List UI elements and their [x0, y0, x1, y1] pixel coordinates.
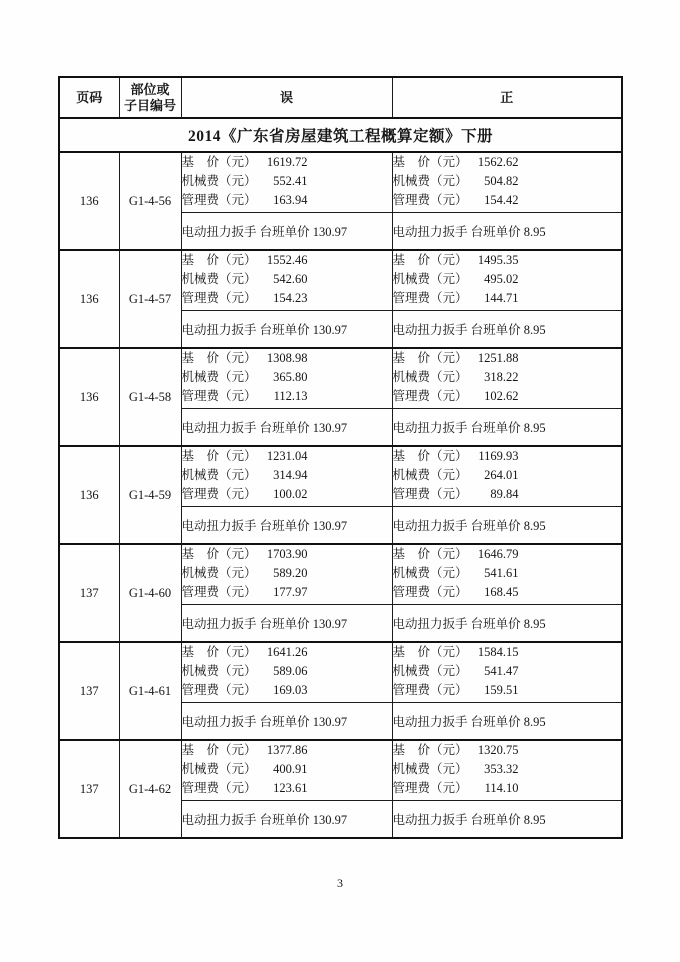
correct-base-line — [393, 153, 519, 172]
machine-fee-label: 机械费（元） — [392, 566, 468, 580]
correct-base-line — [393, 741, 519, 760]
correct-machine-value: 318.22 — [484, 370, 519, 384]
item-code-cell: G1-4-61 — [119, 642, 181, 740]
wrong-wrench-price: 电动扭力扳手 台班单价 130.97 — [181, 506, 392, 544]
correct-base-value: 1251.88 — [477, 351, 519, 365]
wrong-fees-cell — [181, 348, 392, 408]
wrong-mgmt-value: 169.03 — [273, 683, 308, 697]
wrong-machine-line — [182, 662, 308, 681]
wrong-base-line — [182, 741, 308, 760]
header-code-line2: 子目编号 — [123, 97, 176, 113]
wrong-base-value: 1377.86 — [266, 743, 308, 757]
machine-fee-label: 机械费（元） — [392, 762, 468, 776]
correct-machine-value: 495.02 — [484, 272, 519, 286]
correct-fees-cell — [392, 446, 622, 506]
wrong-wrench-price: 电动扭力扳手 台班单价 130.97 — [181, 604, 392, 642]
table-row — [59, 348, 622, 408]
wrong-mgmt-line — [182, 191, 308, 210]
correct-base-line — [393, 447, 519, 466]
machine-fee-label: 机械费（元） — [181, 762, 257, 776]
wrong-mgmt-value: 112.13 — [273, 389, 308, 403]
correct-machine-value: 541.61 — [484, 566, 519, 580]
footer-page-number: 3 — [337, 876, 343, 890]
page-number-cell: 137 — [59, 544, 119, 642]
base-price-label: 基 价（元） — [392, 155, 468, 169]
header-row — [59, 77, 622, 118]
mgmt-fee-label: 管理费（元） — [392, 291, 468, 305]
base-price-label: 基 价（元） — [392, 743, 468, 757]
wrong-base-line — [182, 251, 308, 270]
wrong-fees-cell — [181, 446, 392, 506]
machine-fee-label: 机械费（元） — [392, 664, 468, 678]
table-row — [59, 642, 622, 702]
machine-fee-label: 机械费（元） — [181, 664, 257, 678]
correct-mgmt-line — [393, 387, 519, 406]
page-number-cell: 137 — [59, 642, 119, 740]
mgmt-fee-label: 管理费（元） — [181, 585, 257, 599]
mgmt-fee-label: 管理费（元） — [392, 781, 468, 795]
wrong-wrench-price: 电动扭力扳手 台班单价 130.97 — [181, 702, 392, 740]
item-code-cell: G1-4-57 — [119, 250, 181, 348]
correct-mgmt-value: 89.84 — [490, 487, 519, 501]
wrong-machine-line — [182, 760, 308, 779]
item-code-cell: G1-4-62 — [119, 740, 181, 838]
page-number-cell: 137 — [59, 740, 119, 838]
wrong-machine-line — [182, 172, 308, 191]
wrong-fees-cell — [181, 740, 392, 800]
book-title-band-row — [59, 118, 622, 152]
correct-wrench-price: 电动扭力扳手 台班单价 8.95 — [392, 604, 622, 642]
wrong-base-value: 1552.46 — [266, 253, 308, 267]
wrong-wrench-price: 电动扭力扳手 台班单价 130.97 — [181, 310, 392, 348]
wrong-wrench-price: 电动扭力扳手 台班单价 130.97 — [181, 408, 392, 446]
correct-base-value: 1169.93 — [478, 449, 519, 463]
correct-machine-line — [393, 172, 519, 191]
wrong-machine-line — [182, 564, 308, 583]
correct-mgmt-value: 159.51 — [484, 683, 519, 697]
correct-machine-line — [393, 368, 519, 387]
base-price-label: 基 价（元） — [181, 253, 257, 267]
table-row — [59, 446, 622, 506]
correct-machine-line — [393, 760, 519, 779]
base-price-label: 基 价（元） — [392, 449, 468, 463]
wrong-mgmt-value: 100.02 — [273, 487, 308, 501]
correct-mgmt-line — [393, 191, 519, 210]
wrong-machine-value: 589.06 — [273, 664, 308, 678]
wrong-base-value: 1641.26 — [266, 645, 308, 659]
wrong-mgmt-value: 177.97 — [273, 585, 308, 599]
table-header — [59, 77, 622, 152]
machine-fee-label: 机械费（元） — [181, 174, 257, 188]
mgmt-fee-label: 管理费（元） — [181, 781, 257, 795]
page-number-cell: 136 — [59, 250, 119, 348]
header-code-col — [119, 77, 181, 118]
header-correct-col: 正 — [392, 77, 622, 118]
wrong-machine-value: 589.20 — [273, 566, 308, 580]
mgmt-fee-label: 管理费（元） — [181, 291, 257, 305]
wrong-fees-cell — [181, 642, 392, 702]
correct-mgmt-value: 114.10 — [484, 781, 519, 795]
base-price-label: 基 价（元） — [392, 351, 468, 365]
wrong-mgmt-value: 163.94 — [273, 193, 308, 207]
wrong-fees-cell — [181, 250, 392, 310]
header-page-col: 页码 — [59, 77, 119, 118]
base-price-label: 基 价（元） — [181, 645, 257, 659]
wrong-mgmt-value: 123.61 — [273, 781, 308, 795]
item-code-cell: G1-4-60 — [119, 544, 181, 642]
correct-mgmt-line — [393, 779, 519, 798]
base-price-label: 基 价（元） — [181, 449, 257, 463]
wrong-mgmt-line — [182, 779, 308, 798]
correct-wrench-price: 电动扭力扳手 台班单价 8.95 — [392, 408, 622, 446]
wrong-mgmt-line — [182, 485, 308, 504]
wrong-base-line — [182, 447, 308, 466]
correct-wrench-price: 电动扭力扳手 台班单价 8.95 — [392, 702, 622, 740]
correct-mgmt-line — [393, 583, 519, 602]
wrong-fees-cell — [181, 152, 392, 212]
correct-machine-value: 353.32 — [484, 762, 519, 776]
correct-mgmt-line — [393, 681, 519, 700]
base-price-label: 基 价（元） — [181, 351, 257, 365]
correct-mgmt-line — [393, 485, 519, 504]
machine-fee-label: 机械费（元） — [181, 468, 257, 482]
correct-base-line — [393, 349, 519, 368]
table-row — [59, 544, 622, 604]
base-price-label: 基 价（元） — [181, 547, 257, 561]
wrong-mgmt-line — [182, 583, 308, 602]
correct-fees-cell — [392, 544, 622, 604]
machine-fee-label: 机械费（元） — [181, 566, 257, 580]
correct-wrench-price: 电动扭力扳手 台班单价 8.95 — [392, 506, 622, 544]
item-code-cell: G1-4-58 — [119, 348, 181, 446]
correct-machine-line — [393, 270, 519, 289]
wrong-base-line — [182, 153, 308, 172]
wrong-mgmt-line — [182, 289, 308, 308]
base-price-label: 基 价（元） — [392, 547, 468, 561]
mgmt-fee-label: 管理费（元） — [392, 389, 468, 403]
machine-fee-label: 机械费（元） — [181, 272, 257, 286]
wrong-base-value: 1308.98 — [266, 351, 308, 365]
wrong-wrench-price: 电动扭力扳手 台班单价 130.97 — [181, 212, 392, 250]
base-price-label: 基 价（元） — [181, 743, 257, 757]
correct-fees-cell — [392, 348, 622, 408]
wrong-machine-line — [182, 270, 308, 289]
wrong-machine-line — [182, 368, 308, 387]
mgmt-fee-label: 管理费（元） — [181, 487, 257, 501]
mgmt-fee-label: 管理费（元） — [392, 487, 468, 501]
base-price-label: 基 价（元） — [181, 155, 257, 169]
correct-base-value: 1646.79 — [477, 547, 519, 561]
correct-wrench-price: 电动扭力扳手 台班单价 8.95 — [392, 800, 622, 838]
machine-fee-label: 机械费（元） — [392, 468, 468, 482]
correct-machine-value: 264.01 — [484, 468, 519, 482]
correct-fees-cell — [392, 740, 622, 800]
wrong-base-line — [182, 545, 308, 564]
correct-mgmt-value: 154.42 — [484, 193, 519, 207]
wrong-base-line — [182, 643, 308, 662]
mgmt-fee-label: 管理费（元） — [181, 389, 257, 403]
table-body — [59, 152, 622, 838]
correct-base-line — [393, 251, 519, 270]
correct-base-value: 1562.62 — [477, 155, 519, 169]
correct-base-value: 1495.35 — [477, 253, 519, 267]
wrong-mgmt-line — [182, 681, 308, 700]
page-number-cell: 136 — [59, 446, 119, 544]
wrong-fees-cell — [181, 544, 392, 604]
correct-wrench-price: 电动扭力扳手 台班单价 8.95 — [392, 310, 622, 348]
errata-table — [58, 76, 623, 839]
correct-base-value: 1320.75 — [477, 743, 519, 757]
item-code-cell: G1-4-59 — [119, 446, 181, 544]
correct-wrench-price: 电动扭力扳手 台班单价 8.95 — [392, 212, 622, 250]
base-price-label: 基 价（元） — [392, 253, 468, 267]
correct-machine-line — [393, 466, 519, 485]
item-code-cell: G1-4-56 — [119, 152, 181, 250]
mgmt-fee-label: 管理费（元） — [181, 193, 257, 207]
wrong-mgmt-value: 154.23 — [273, 291, 308, 305]
table-row — [59, 250, 622, 310]
wrong-machine-value: 365.80 — [273, 370, 308, 384]
machine-fee-label: 机械费（元） — [392, 174, 468, 188]
correct-fees-cell — [392, 250, 622, 310]
wrong-base-line — [182, 349, 308, 368]
wrong-machine-value: 314.94 — [273, 468, 308, 482]
wrong-machine-value: 542.60 — [273, 272, 308, 286]
book-title: 2014《广东省房屋建筑工程概算定额》下册 — [59, 118, 622, 152]
correct-machine-value: 504.82 — [484, 174, 519, 188]
correct-base-value: 1584.15 — [477, 645, 519, 659]
correct-machine-line — [393, 662, 519, 681]
wrong-base-value: 1703.90 — [266, 547, 308, 561]
page-number-cell: 136 — [59, 348, 119, 446]
wrong-machine-value: 400.91 — [273, 762, 308, 776]
correct-machine-value: 541.47 — [484, 664, 519, 678]
wrong-mgmt-line — [182, 387, 308, 406]
correct-fees-cell — [392, 152, 622, 212]
table-row — [59, 740, 622, 800]
wrong-base-value: 1231.04 — [266, 449, 308, 463]
wrong-wrench-price: 电动扭力扳手 台班单价 130.97 — [181, 800, 392, 838]
correct-fees-cell — [392, 642, 622, 702]
wrong-machine-line — [182, 466, 308, 485]
correct-mgmt-value: 168.45 — [484, 585, 519, 599]
table-row — [59, 152, 622, 212]
correct-base-line — [393, 643, 519, 662]
correct-mgmt-value: 144.71 — [484, 291, 519, 305]
mgmt-fee-label: 管理费（元） — [181, 683, 257, 697]
correct-mgmt-value: 102.62 — [484, 389, 519, 403]
machine-fee-label: 机械费（元） — [392, 272, 468, 286]
correct-base-line — [393, 545, 519, 564]
header-wrong-col: 误 — [181, 77, 392, 118]
page-number-cell: 136 — [59, 152, 119, 250]
mgmt-fee-label: 管理费（元） — [392, 585, 468, 599]
machine-fee-label: 机械费（元） — [181, 370, 257, 384]
base-price-label: 基 价（元） — [392, 645, 468, 659]
mgmt-fee-label: 管理费（元） — [392, 683, 468, 697]
wrong-machine-value: 552.41 — [273, 174, 308, 188]
correct-mgmt-line — [393, 289, 519, 308]
machine-fee-label: 机械费（元） — [392, 370, 468, 384]
correct-machine-line — [393, 564, 519, 583]
header-code-line1: 部位或 — [130, 81, 170, 97]
wrong-base-value: 1619.72 — [266, 155, 308, 169]
mgmt-fee-label: 管理费（元） — [392, 193, 468, 207]
